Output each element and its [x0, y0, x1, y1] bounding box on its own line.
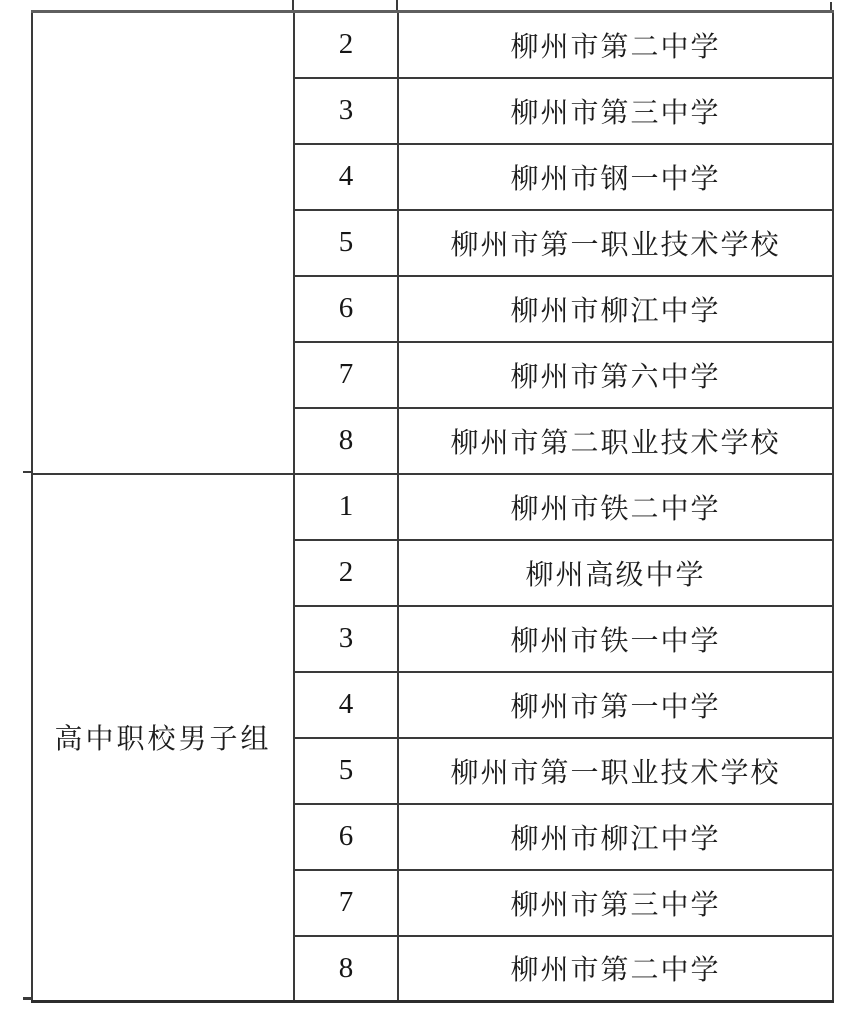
school-name-cell: 柳州市第一职业技术学校 [398, 210, 833, 276]
rank-number-cell: 6 [294, 804, 398, 870]
rank-number-cell: 5 [294, 210, 398, 276]
school-name-cell: 柳州市铁一中学 [398, 606, 833, 672]
table-body [32, 12, 833, 1002]
table-row [32, 474, 833, 540]
group-school-table [31, 10, 834, 1003]
rank-number-cell: 3 [294, 606, 398, 672]
rank-number-cell: 7 [294, 342, 398, 408]
school-name-cell: 柳州市第二中学 [398, 12, 833, 78]
school-name-cell: 柳州市第三中学 [398, 870, 833, 936]
group-cell [32, 12, 294, 474]
table-bottom-overshoot-icon [23, 997, 32, 1000]
rank-number-cell: 3 [294, 78, 398, 144]
school-name-cell: 柳州市钢一中学 [398, 144, 833, 210]
rank-number-cell: 8 [294, 936, 398, 1002]
school-name-cell: 柳州市第二中学 [398, 936, 833, 1002]
school-name-cell: 柳州市第一职业技术学校 [398, 738, 833, 804]
school-name-cell: 柳州市第六中学 [398, 342, 833, 408]
column-divider-stub-icon [292, 0, 294, 10]
school-name-cell: 柳州市柳江中学 [398, 276, 833, 342]
section-divider-overshoot-icon [23, 471, 32, 473]
table-right-border-stub-icon [830, 2, 832, 10]
rank-number-cell: 8 [294, 408, 398, 474]
rank-number-cell: 2 [294, 12, 398, 78]
rank-number-cell: 1 [294, 474, 398, 540]
column-divider-stub-icon [396, 0, 398, 10]
rank-number-cell: 4 [294, 672, 398, 738]
rank-number-cell: 4 [294, 144, 398, 210]
school-name-cell: 柳州市柳江中学 [398, 804, 833, 870]
group-cell: 高中职校男子组 [32, 474, 294, 1002]
school-name-cell: 柳州市铁二中学 [398, 474, 833, 540]
table-row [32, 12, 833, 78]
rank-number-cell: 2 [294, 540, 398, 606]
school-name-cell: 柳州市第三中学 [398, 78, 833, 144]
rank-number-cell: 5 [294, 738, 398, 804]
school-name-cell: 柳州高级中学 [398, 540, 833, 606]
rank-number-cell: 6 [294, 276, 398, 342]
school-name-cell: 柳州市第一中学 [398, 672, 833, 738]
rank-number-cell: 7 [294, 870, 398, 936]
school-name-cell: 柳州市第二职业技术学校 [398, 408, 833, 474]
